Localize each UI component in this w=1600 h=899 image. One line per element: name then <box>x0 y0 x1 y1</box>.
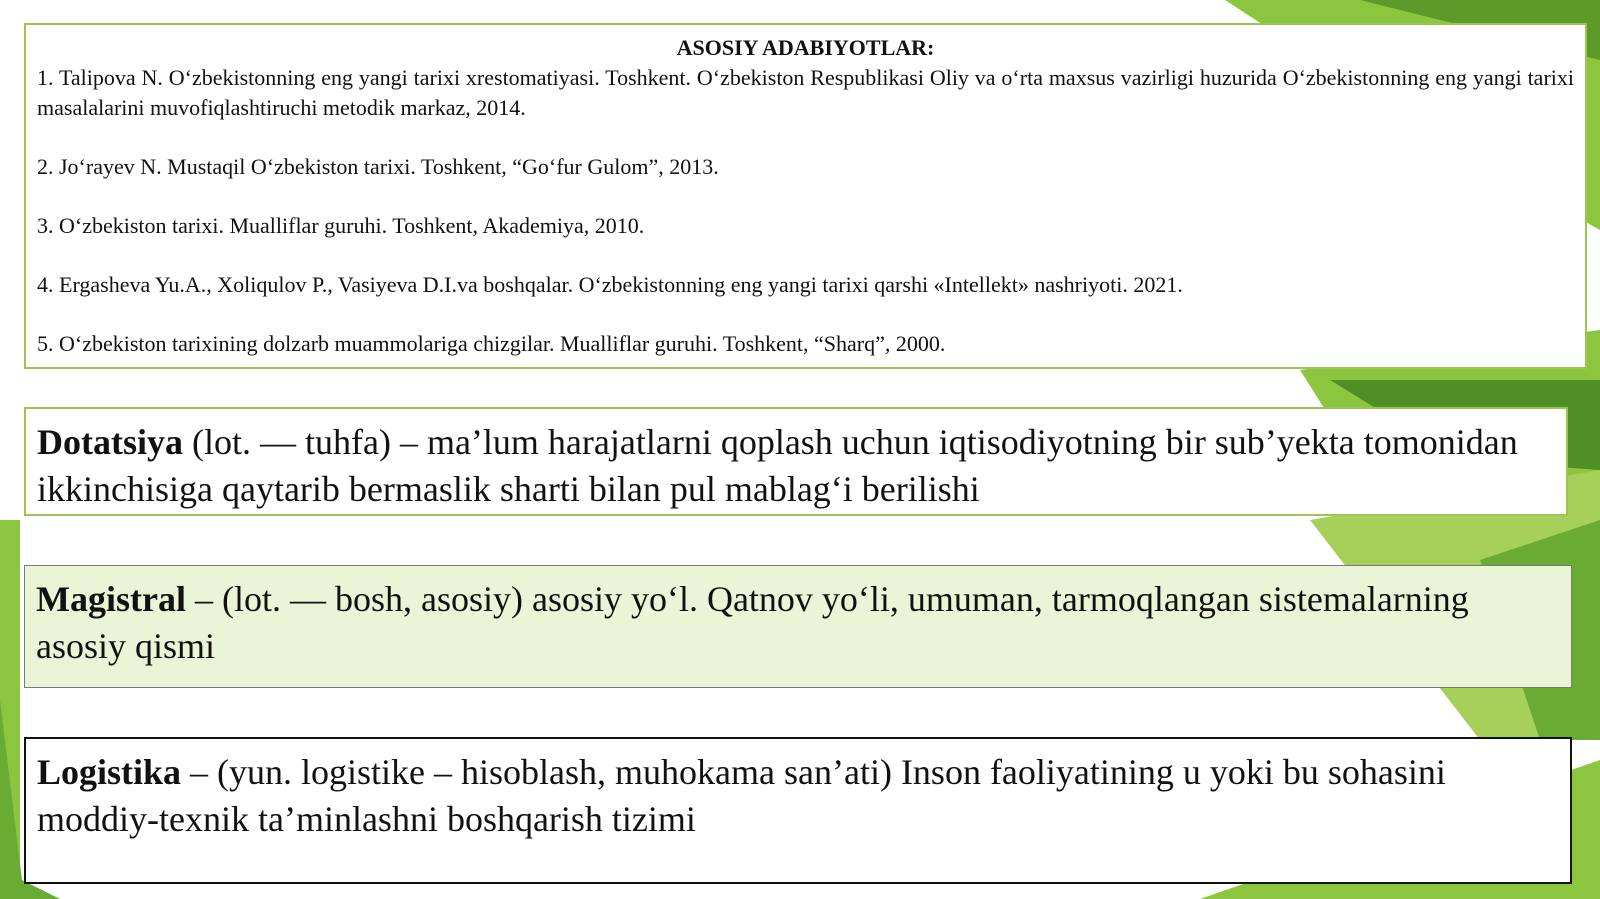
term-card-logistika <box>24 737 1572 884</box>
term-definition: (lot. — tuhfa) – ma’lum harajatlarni qoplash uchun iqtisodiyotning bir sub’yekta tomonidan ikkinchisiga qaytarib bermaslik sharti bilan pul mablag‘i berilishi <box>37 422 1518 509</box>
term-definition: – (yun. logistike – hisoblash, muhokama san’ati) Inson faoliyatining u yoki bu sohasini moddiy-texnik ta’minlashni boshqarish tizimi <box>37 752 1446 839</box>
term-name: Logistika <box>37 752 182 792</box>
term-card-dotatsiya <box>24 407 1568 516</box>
term-name: Magistral <box>36 579 186 619</box>
reference-item: 5. O‘zbekiston tarixining dolzarb muammolariga chizgilar. Mualliflar guruhi. Toshkent, “Sharq”, 2000. <box>37 331 946 356</box>
references-panel <box>24 23 1587 369</box>
reference-item: 4. Ergasheva Yu.A., Xoliqulov P., Vasiyeva D.I.va boshqalar. O‘zbekistonning eng yangi tarixi qarshi «Intellekt» nashriyoti. 2021. <box>37 272 1183 297</box>
reference-item: 2. Jo‘rayev N. Mustaqil O‘zbekiston tarixi. Toshkent, “Go‘fur Gulom”, 2013. <box>37 154 719 179</box>
reference-item: 1. Talipova N. O‘zbekistonning eng yangi tarixi xrestomatiyasi. Toshkent. O‘zbekiston Respublikasi Oliy va o‘rta maxsus vazirligi huzurida O‘zbekistonning eng yangi tarixi masalalarini muvofiqlashtiruchi metodik markaz, 2014. <box>37 65 1574 120</box>
term-name: Dotatsiya <box>37 422 183 462</box>
references-title: ASOSIY ADABIYOTLAR: <box>676 35 935 60</box>
reference-item: 3. O‘zbekiston tarixi. Mualliflar guruhi. Toshkent, Akademiya, 2010. <box>37 213 645 238</box>
term-card-magistral <box>24 565 1572 688</box>
term-definition: – (lot. — bosh, asosiy) asosiy yo‘l. Qatnov yo‘li, umuman, tarmoqlangan sistemalarning asosiy qismi <box>36 579 1469 666</box>
